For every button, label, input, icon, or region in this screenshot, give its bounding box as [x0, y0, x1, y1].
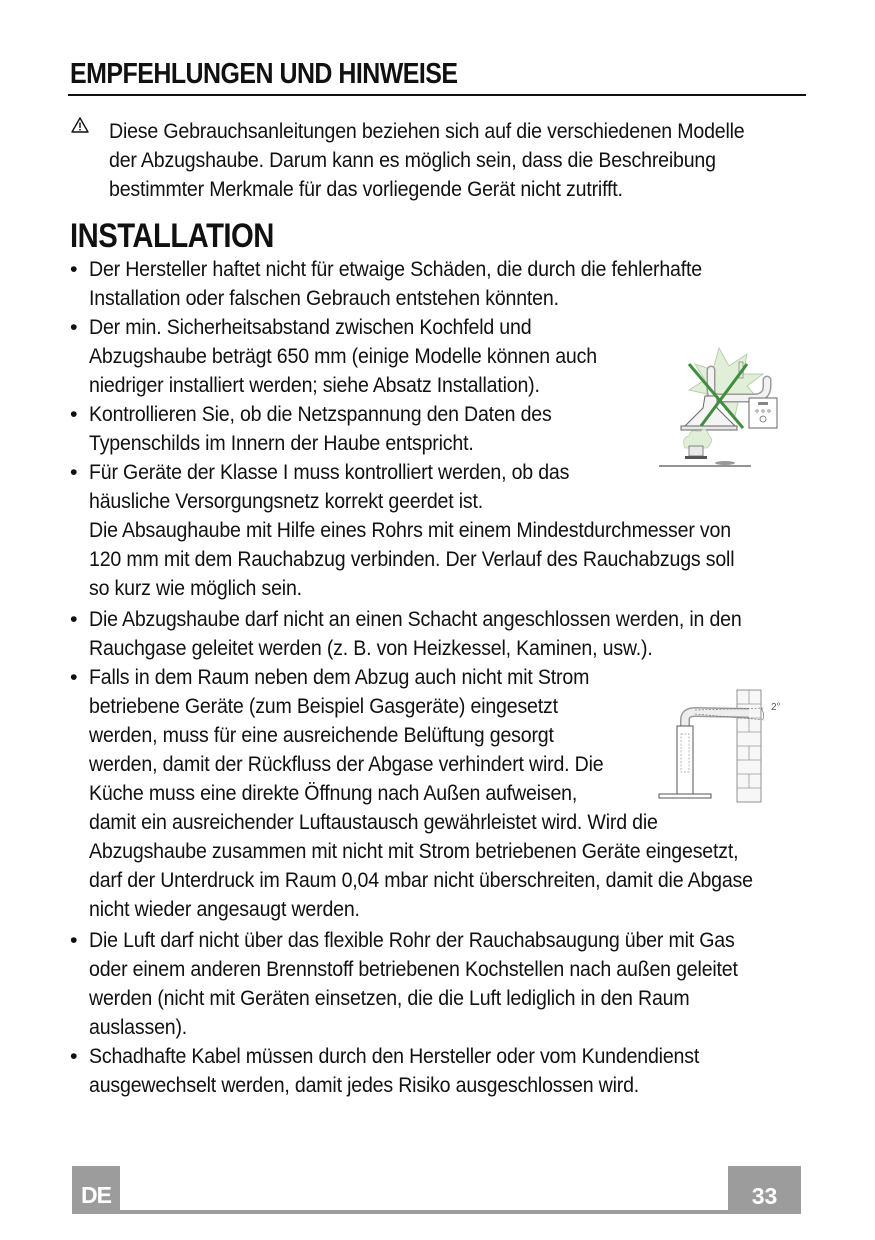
language-tab: DE [72, 1166, 120, 1214]
item-line: häusliche Versorgungsnetz korrekt geerdet ist. [89, 489, 484, 513]
item-line: Für Geräte der Klasse I muss kontrolliert werden, ob das [89, 460, 570, 484]
list-item [89, 926, 738, 1042]
bullet-mark: • [70, 315, 78, 339]
list-item [89, 400, 552, 458]
item-line: werden, muss für eine ausreichende Belüftung gesorgt [89, 723, 554, 747]
slope-label: 2° [771, 702, 781, 713]
item-line: oder einem anderen Brennstoff betriebenen Kochstellen nach außen geleitet [89, 957, 738, 981]
bullet-mark: • [70, 460, 78, 484]
item-line: Abzugshaube zusammen mit nicht mit Strom betriebenen Geräte eingesetzt, [89, 839, 739, 863]
page-number: 33 [728, 1166, 801, 1214]
item-line: Falls in dem Raum neben dem Abzug auch nicht mit Strom [89, 665, 590, 689]
footer-rule [120, 1210, 728, 1214]
bullet-mark: • [70, 402, 78, 426]
item-line: Typenschilds im Innern der Haube entspricht. [89, 431, 474, 455]
item-line: Die Abzugshaube darf nicht an einen Schacht angeschlossen werden, in den [89, 607, 742, 631]
section-title: INSTALLATION [70, 217, 274, 255]
item-line: Abzugshaube beträgt 650 mm (einige Modelle können auch [89, 344, 597, 368]
heading-rule [68, 94, 806, 96]
item-line: Schadhafte Kabel müssen durch den Hersteller oder vom Kundendienst [89, 1044, 700, 1068]
item-line: damit ein ausreichender Luftaustausch gewährleistet wird. Wird die [89, 810, 658, 834]
item-line: 120 mm mit dem Rauchabzug verbinden. Der Verlauf des Rauchabzugs soll [89, 547, 735, 571]
item-line: Der min. Sicherheitsabstand zwischen Kochfeld und [89, 315, 532, 339]
bullet-mark: • [70, 257, 78, 281]
bullet-mark: • [70, 928, 78, 952]
item-line: werden, damit der Rückfluss der Abgase verhindert wird. Die [89, 752, 604, 776]
list-item [89, 663, 753, 924]
item-line: Die Luft darf nicht über das flexible Rohr der Rauchabsaugung über mit Gas [89, 928, 735, 952]
list-item [89, 313, 597, 400]
note-line: Diese Gebrauchsanleitungen beziehen sich auf die verschiedenen Modelle [109, 119, 745, 143]
bullet-mark: • [70, 607, 78, 631]
item-line: darf der Unterdruck im Raum 0,04 mbar nicht überschreiten, damit die Abgase [89, 868, 753, 892]
general-note [109, 117, 745, 204]
list-item [89, 458, 734, 603]
item-line: betriebene Geräte (zum Beispiel Gasgeräte) eingesetzt [89, 694, 558, 718]
list-item [89, 255, 702, 313]
item-line: ausgewechselt werden, damit jedes Risiko ausgeschlossen wird. [89, 1073, 640, 1097]
item-line: nicht wieder angesaugt werden. [89, 897, 360, 921]
list-item [89, 1042, 699, 1100]
item-line: Kontrollieren Sie, ob die Netzspannung den Daten des [89, 402, 552, 426]
bullet-mark: • [70, 1044, 78, 1068]
item-line: auslassen). [89, 1015, 188, 1039]
item-line: Der Hersteller haftet nicht für etwaige Schäden, die durch die fehlerhafte [89, 257, 702, 281]
item-line: Küche muss eine direkte Öffnung nach Außen aufweisen, [89, 781, 578, 805]
warning-triangle-icon [71, 117, 89, 133]
note-line: der Abzugshaube. Darum kann es möglich sein, dass die Beschreibung [109, 148, 716, 172]
bullet-mark: • [70, 665, 78, 689]
item-line: Die Absaughaube mit Hilfe eines Rohrs mit einem Mindestdurchmesser von [89, 518, 731, 542]
list-item [89, 605, 742, 663]
item-line: werden (nicht mit Geräten einsetzen, die die Luft lediglich in den Raum [89, 986, 690, 1010]
item-line: so kurz wie möglich sein. [89, 576, 302, 600]
note-line: bestimmter Merkmale für das vorliegende Gerät nicht zutrifft. [109, 177, 623, 201]
duct-slope-illustration [655, 686, 785, 804]
item-line: Rauchgase geleitet werden (z. B. von Heizkessel, Kaminen, usw.). [89, 636, 653, 660]
item-line: niedriger installiert werden; siehe Absatz Installation). [89, 373, 540, 397]
hood-boiler-crossed-illustration [655, 340, 785, 470]
page-heading: EMPFEHLUNGEN UND HINWEISE [70, 58, 458, 90]
item-line: Installation oder falschen Gebrauch entstehen könnten. [89, 286, 559, 310]
